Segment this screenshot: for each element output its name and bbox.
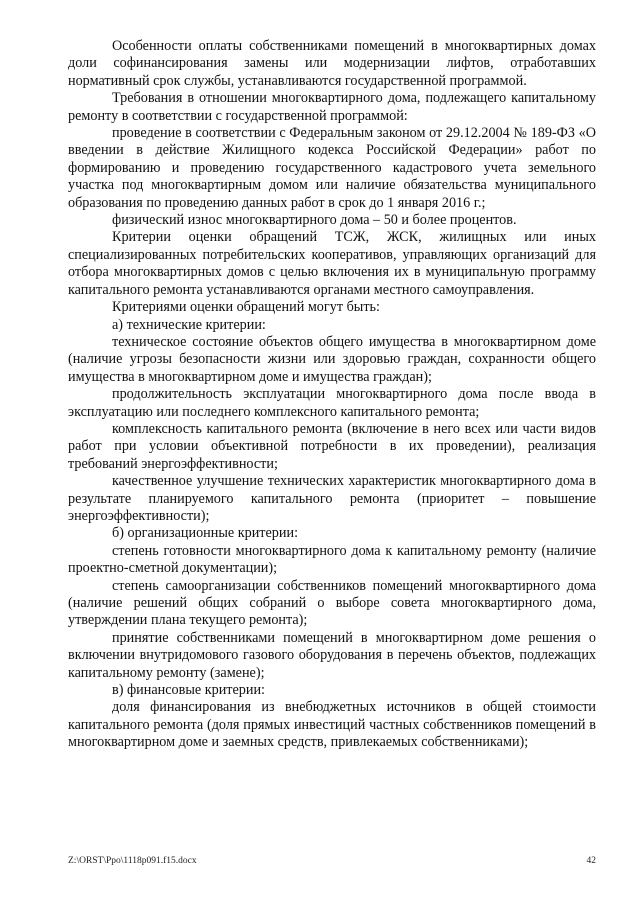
paragraph: Критерии оценки обращений ТСЖ, ЖСК, жилищных или иных специализированных потребительских кооперативов, управляющих организаций для отбора многоквартирных домов с целью включения их в муниципальную программу капитального ремонта устанавливаются органами местного самоуправления. xyxy=(68,229,596,298)
file-path: Z:\ORST\Ppo\1118p091.f15.docx xyxy=(68,856,197,866)
paragraph: физический износ многоквартирного дома – 50 и более процентов. xyxy=(112,212,517,229)
paragraph: техническое состояние объектов общего имущества в многоквартирном доме (наличие угрозы безопасности жизни или здоровью граждан, сохранности общего имущества в многоквартирном доме и имущества граждан); xyxy=(68,333,596,385)
paragraph: проведение в соответствии с Федеральным законом от 29.12.2004 № 189-ФЗ «О введении в действие Жилищного кодекса Российской Федерации» работ по формированию и проведению государственного кадастрового учета земельного участка под многоквартирным домом или наличие обязательства муниципального образования по проведению данных работ в срок до 1 января 2016 г.; xyxy=(68,125,596,211)
paragraph: Особенности оплаты собственниками помещений в многоквартирных домах доли софинансирования замены или модернизации лифтов, отработавших нормативный срок службы, устанавливаются государственной программой. xyxy=(68,38,596,89)
paragraph: доля финансирования из внебюджетных источников в общей стоимости капитального ремонта (доля прямых инвестиций частных собственников помещений в многоквартирном доме и заемных средств, привлекаемых собственниками); xyxy=(68,699,596,751)
paragraph: степень готовности многоквартирного дома к капитальному ремонту (наличие проектно-сметной документации); xyxy=(68,542,596,577)
paragraph: комплексность капитального ремонта (включение в него всех или части видов работ при условии объективной потребности в их проведении), реализация требований энергоэффективности; xyxy=(68,420,596,472)
page-number: 42 xyxy=(586,856,596,866)
paragraph: продолжительность эксплуатации многоквартирного дома после ввода в эксплуатацию или последнего комплексного капитального ремонта; xyxy=(68,386,596,420)
paragraph: а) технические критерии: xyxy=(112,316,266,333)
paragraph: б) организационные критерии: xyxy=(112,525,299,542)
paragraph: Критериями оценки обращений могут быть: xyxy=(112,299,380,316)
paragraph: в) финансовые критерии: xyxy=(112,682,266,699)
paragraph: качественное улучшение технических характеристик многоквартирного дома в результате планируемого капитального ремонта (приоритет – повышение энергоэффективности); xyxy=(68,473,596,524)
paragraph: степень самоорганизации собственников помещений многоквартирного дома (наличие решений общих собраний о выборе совета многоквартирного дома, утверждении плана текущего ремонта); xyxy=(68,577,596,629)
paragraph: Требования в отношении многоквартирного дома, подлежащего капитальному ремонту в соответствии с государственной программой: xyxy=(68,90,596,124)
document-body xyxy=(68,38,596,752)
paragraph: принятие собственниками помещений в многоквартирном доме решения о включении внутридомового газового оборудования в перечень объектов, подлежащих капитальному ремонту (замене); xyxy=(68,629,596,681)
